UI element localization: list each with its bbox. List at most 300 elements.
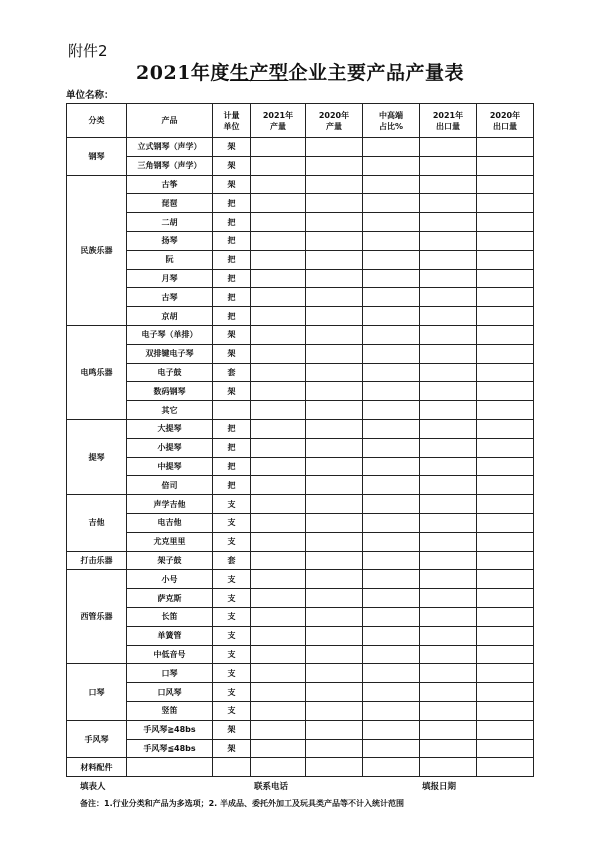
unit-cell: 架 [213, 138, 251, 157]
highend-ratio-input[interactable] [363, 307, 420, 326]
title-rest: 企业主要产品产量表 [288, 62, 464, 84]
product-cell: 京胡 [127, 307, 213, 326]
highend-ratio-input[interactable] [363, 401, 420, 420]
unit-cell: 架 [213, 175, 251, 194]
prod-2020-input[interactable] [306, 438, 363, 457]
date-label: 填报日期 [422, 782, 457, 792]
category-cell: 民族乐器 [67, 175, 127, 325]
export-2021-input[interactable] [420, 683, 477, 702]
unit-cell: 把 [213, 419, 251, 438]
export-2020-input[interactable] [477, 607, 534, 626]
prod-2020-input[interactable] [306, 607, 363, 626]
export-2021-input[interactable] [420, 194, 477, 213]
product-cell: 双排键电子琴 [127, 344, 213, 363]
highend-ratio-input[interactable] [363, 645, 420, 664]
header-export-2021-l1: 2021年 [432, 110, 464, 120]
export-2020-input[interactable] [477, 645, 534, 664]
product-cell: 手风琴≦48bs [127, 739, 213, 758]
product-cell: 小号 [127, 570, 213, 589]
table-row [67, 194, 534, 213]
unit-cell: 支 [213, 645, 251, 664]
export-2020-input[interactable] [477, 570, 534, 589]
prod-2021-input[interactable] [251, 457, 306, 476]
prod-2020-input[interactable] [306, 551, 363, 570]
export-2020-input[interactable] [477, 589, 534, 608]
page-title [0, 58, 600, 85]
export-2020-input[interactable] [477, 175, 534, 194]
unit-cell: 把 [213, 457, 251, 476]
export-2021-input[interactable] [420, 138, 477, 157]
export-2021-input[interactable] [420, 344, 477, 363]
prod-2021-input[interactable] [251, 626, 306, 645]
export-2020-input[interactable] [477, 250, 534, 269]
unit-cell: 支 [213, 701, 251, 720]
export-2021-input[interactable] [420, 250, 477, 269]
prod-2021-input[interactable] [251, 683, 306, 702]
export-2021-input[interactable] [420, 532, 477, 551]
product-cell: 小提琴 [127, 438, 213, 457]
prod-2020-input[interactable] [306, 683, 363, 702]
table-row [67, 720, 534, 739]
highend-ratio-input[interactable] [363, 156, 420, 175]
prod-2021-input[interactable] [251, 156, 306, 175]
product-cell: 阮 [127, 250, 213, 269]
prod-2020-input[interactable] [306, 701, 363, 720]
unit-cell: 把 [213, 476, 251, 495]
title-underlined: 生产型 [229, 62, 289, 84]
attachment-label: 附件2 [68, 42, 108, 60]
unit-cell: 支 [213, 513, 251, 532]
export-2021-input[interactable] [420, 382, 477, 401]
highend-ratio-input[interactable] [363, 589, 420, 608]
prod-2021-input[interactable] [251, 664, 306, 683]
table-row [67, 513, 534, 532]
export-2020-input[interactable] [477, 495, 534, 514]
prod-2021-input[interactable] [251, 231, 306, 250]
export-2020-input[interactable] [477, 758, 534, 777]
unit-cell: 支 [213, 626, 251, 645]
prod-2021-input[interactable] [251, 645, 306, 664]
unit-cell: 把 [213, 250, 251, 269]
unit-cell: 把 [213, 194, 251, 213]
category-cell: 口琴 [67, 664, 127, 720]
table-row [67, 438, 534, 457]
category-cell: 钢琴 [67, 138, 127, 176]
export-2020-input[interactable] [477, 156, 534, 175]
prod-2020-input[interactable] [306, 156, 363, 175]
unit-cell: 把 [213, 438, 251, 457]
table-row [67, 664, 534, 683]
unit-cell: 支 [213, 589, 251, 608]
export-2020-input[interactable] [477, 701, 534, 720]
export-2021-input[interactable] [420, 457, 477, 476]
highend-ratio-input[interactable] [363, 457, 420, 476]
unit-cell: 套 [213, 363, 251, 382]
table-row [67, 363, 534, 382]
header-export-2020-l1: 2020年 [489, 110, 521, 120]
export-2020-input[interactable] [477, 626, 534, 645]
table-row [67, 401, 534, 420]
table-row [67, 325, 534, 344]
table-row [67, 589, 534, 608]
product-cell: 数码钢琴 [127, 382, 213, 401]
prod-2021-input[interactable] [251, 607, 306, 626]
remarks-note: 备注：1.行业分类和产品为多选项；2. 半成品、委托外加工及玩具类产品等不计入统计范围 [80, 799, 404, 808]
product-cell: 倍司 [127, 476, 213, 495]
product-cell: 扬琴 [127, 231, 213, 250]
prod-2021-input[interactable] [251, 720, 306, 739]
prod-2021-input[interactable] [251, 401, 306, 420]
header-prod-2021 [251, 104, 306, 138]
highend-ratio-input[interactable] [363, 570, 420, 589]
product-cell: 立式钢琴（声学） [127, 138, 213, 157]
highend-ratio-input[interactable] [363, 231, 420, 250]
unit-cell: 架 [213, 382, 251, 401]
export-2020-input[interactable] [477, 739, 534, 758]
unit-cell: 支 [213, 607, 251, 626]
unit-cell: 把 [213, 231, 251, 250]
export-2021-input[interactable] [420, 551, 477, 570]
product-cell: 二胡 [127, 213, 213, 232]
prod-2020-input[interactable] [306, 363, 363, 382]
export-2021-input[interactable] [420, 288, 477, 307]
header-highend-l2: 占比% [378, 121, 403, 131]
table-row [67, 701, 534, 720]
export-2020-input[interactable] [477, 138, 534, 157]
header-unit-l2: 单位 [223, 121, 240, 131]
header-unit-l1: 计量 [223, 110, 240, 120]
highend-ratio-input[interactable] [363, 138, 420, 157]
export-2020-input[interactable] [477, 231, 534, 250]
export-2020-input[interactable] [477, 476, 534, 495]
header-export-2021 [420, 104, 477, 138]
table-body [67, 138, 534, 777]
unit-cell: 把 [213, 288, 251, 307]
category-cell: 材料配件 [67, 758, 127, 777]
header-prod-2020 [306, 104, 363, 138]
prod-2021-input[interactable] [251, 758, 306, 777]
export-2021-input[interactable] [420, 607, 477, 626]
prod-2021-input[interactable] [251, 250, 306, 269]
prod-2021-input[interactable] [251, 175, 306, 194]
export-2020-input[interactable] [477, 307, 534, 326]
prod-2021-input[interactable] [251, 551, 306, 570]
highend-ratio-input[interactable] [363, 739, 420, 758]
header-category: 分类 [67, 104, 127, 138]
header-product: 产品 [127, 104, 213, 138]
table-row [67, 495, 534, 514]
prod-2021-input[interactable] [251, 325, 306, 344]
header-prod-2021-l2: 产量 [270, 121, 286, 131]
product-cell: 古琴 [127, 288, 213, 307]
highend-ratio-input[interactable] [363, 438, 420, 457]
product-cell: 口琴 [127, 664, 213, 683]
prod-2021-input[interactable] [251, 363, 306, 382]
export-2021-input[interactable] [420, 438, 477, 457]
category-cell: 手风琴 [67, 720, 127, 758]
prod-2020-input[interactable] [306, 288, 363, 307]
highend-ratio-input[interactable] [363, 758, 420, 777]
product-cell: 其它 [127, 401, 213, 420]
export-2021-input[interactable] [420, 156, 477, 175]
prod-2020-input[interactable] [306, 645, 363, 664]
prod-2020-input[interactable] [306, 664, 363, 683]
unit-cell: 支 [213, 495, 251, 514]
prod-2020-input[interactable] [306, 382, 363, 401]
production-table [66, 103, 534, 777]
table-row [67, 457, 534, 476]
product-cell: 电子琴（单排） [127, 325, 213, 344]
product-cell: 琵琶 [127, 194, 213, 213]
product-cell: 中低音号 [127, 645, 213, 664]
export-2021-input[interactable] [420, 589, 477, 608]
product-cell: 大提琴 [127, 419, 213, 438]
prod-2020-input[interactable] [306, 213, 363, 232]
prod-2020-input[interactable] [306, 476, 363, 495]
unit-cell: 支 [213, 664, 251, 683]
product-cell: 长笛 [127, 607, 213, 626]
export-2020-input[interactable] [477, 683, 534, 702]
export-2020-input[interactable] [477, 344, 534, 363]
table-row [67, 138, 534, 157]
prod-2021-input[interactable] [251, 288, 306, 307]
prod-2020-input[interactable] [306, 419, 363, 438]
highend-ratio-input[interactable] [363, 513, 420, 532]
prod-2021-input[interactable] [251, 701, 306, 720]
export-2021-input[interactable] [420, 213, 477, 232]
table-row [67, 250, 534, 269]
prod-2020-input[interactable] [306, 758, 363, 777]
export-2021-input[interactable] [420, 701, 477, 720]
export-2021-input[interactable] [420, 720, 477, 739]
prod-2021-input[interactable] [251, 269, 306, 288]
export-2021-input[interactable] [420, 570, 477, 589]
table-row [67, 175, 534, 194]
export-2020-input[interactable] [477, 513, 534, 532]
unit-cell: 套 [213, 551, 251, 570]
prod-2021-input[interactable] [251, 344, 306, 363]
prod-2021-input[interactable] [251, 438, 306, 457]
prod-2021-input[interactable] [251, 532, 306, 551]
unit-cell: 支 [213, 532, 251, 551]
highend-ratio-input[interactable] [363, 532, 420, 551]
prod-2020-input[interactable] [306, 269, 363, 288]
product-cell: 手风琴≧48bs [127, 720, 213, 739]
table-row [67, 532, 534, 551]
phone-label: 联系电话 [254, 782, 289, 792]
export-2020-input[interactable] [477, 382, 534, 401]
export-2020-input[interactable] [477, 551, 534, 570]
header-unit [213, 104, 251, 138]
export-2021-input[interactable] [420, 363, 477, 382]
table-row [67, 626, 534, 645]
export-2020-input[interactable] [477, 325, 534, 344]
highend-ratio-input[interactable] [363, 683, 420, 702]
category-cell: 吉他 [67, 495, 127, 551]
highend-ratio-input[interactable] [363, 344, 420, 363]
prod-2020-input[interactable] [306, 626, 363, 645]
prod-2020-input[interactable] [306, 250, 363, 269]
product-cell: 电吉他 [127, 513, 213, 532]
prod-2020-input[interactable] [306, 589, 363, 608]
prod-2020-input[interactable] [306, 532, 363, 551]
prod-2021-input[interactable] [251, 739, 306, 758]
prod-2020-input[interactable] [306, 401, 363, 420]
prod-2021-input[interactable] [251, 589, 306, 608]
product-cell: 竖笛 [127, 701, 213, 720]
export-2021-input[interactable] [420, 419, 477, 438]
highend-ratio-input[interactable] [363, 325, 420, 344]
prod-2021-input[interactable] [251, 570, 306, 589]
unit-cell: 把 [213, 269, 251, 288]
table-row [67, 758, 534, 777]
prod-2021-input[interactable] [251, 213, 306, 232]
export-2021-input[interactable] [420, 401, 477, 420]
highend-ratio-input[interactable] [363, 382, 420, 401]
table-row [67, 344, 534, 363]
table-row [67, 382, 534, 401]
product-cell: 声学吉他 [127, 495, 213, 514]
export-2020-input[interactable] [477, 401, 534, 420]
unit-cell: 支 [213, 570, 251, 589]
export-2021-input[interactable] [420, 307, 477, 326]
export-2020-input[interactable] [477, 532, 534, 551]
export-2021-input[interactable] [420, 645, 477, 664]
header-export-2021-l2: 出口量 [436, 121, 460, 131]
product-cell: 电子鼓 [127, 363, 213, 382]
highend-ratio-input[interactable] [363, 194, 420, 213]
table-row [67, 683, 534, 702]
export-2021-input[interactable] [420, 495, 477, 514]
export-2021-input[interactable] [420, 325, 477, 344]
export-2020-input[interactable] [477, 720, 534, 739]
unit-cell: 架 [213, 156, 251, 175]
prod-2020-input[interactable] [306, 457, 363, 476]
prod-2021-input[interactable] [251, 138, 306, 157]
table-row [67, 570, 534, 589]
export-2020-input[interactable] [477, 288, 534, 307]
highend-ratio-input[interactable] [363, 626, 420, 645]
export-2021-input[interactable] [420, 664, 477, 683]
table-row [67, 645, 534, 664]
table-row [67, 269, 534, 288]
export-2020-input[interactable] [477, 269, 534, 288]
table-row [67, 551, 534, 570]
table-row [67, 288, 534, 307]
header-prod-2020-l2: 产量 [326, 121, 342, 131]
prod-2020-input[interactable] [306, 307, 363, 326]
product-cell [127, 758, 213, 777]
prod-2020-input[interactable] [306, 138, 363, 157]
unit-cell: 把 [213, 307, 251, 326]
prod-2020-input[interactable] [306, 495, 363, 514]
product-cell: 单簧管 [127, 626, 213, 645]
export-2020-input[interactable] [477, 419, 534, 438]
category-cell: 电鸣乐器 [67, 325, 127, 419]
prod-2020-input[interactable] [306, 175, 363, 194]
highend-ratio-input[interactable] [363, 269, 420, 288]
prod-2021-input[interactable] [251, 476, 306, 495]
highend-ratio-input[interactable] [363, 250, 420, 269]
highend-ratio-input[interactable] [363, 419, 420, 438]
product-cell: 尤克里里 [127, 532, 213, 551]
export-2021-input[interactable] [420, 269, 477, 288]
header-prod-2020-l1: 2020年 [318, 110, 350, 120]
prod-2021-input[interactable] [251, 513, 306, 532]
table-row [67, 476, 534, 495]
highend-ratio-input[interactable] [363, 664, 420, 683]
header-row [67, 104, 534, 138]
highend-ratio-input[interactable] [363, 551, 420, 570]
highend-ratio-input[interactable] [363, 363, 420, 382]
prod-2020-input[interactable] [306, 570, 363, 589]
unit-cell [213, 401, 251, 420]
category-cell: 打击乐器 [67, 551, 127, 570]
prod-2020-input[interactable] [306, 513, 363, 532]
export-2021-input[interactable] [420, 231, 477, 250]
highend-ratio-input[interactable] [363, 607, 420, 626]
export-2021-input[interactable] [420, 626, 477, 645]
prod-2021-input[interactable] [251, 495, 306, 514]
prod-2020-input[interactable] [306, 231, 363, 250]
export-2021-input[interactable] [420, 739, 477, 758]
unit-cell: 支 [213, 683, 251, 702]
highend-ratio-input[interactable] [363, 720, 420, 739]
unit-cell: 把 [213, 213, 251, 232]
export-2020-input[interactable] [477, 664, 534, 683]
category-cell: 西管乐器 [67, 570, 127, 664]
export-2020-input[interactable] [477, 194, 534, 213]
unit-name-label: 单位名称： [66, 90, 114, 101]
export-2021-input[interactable] [420, 513, 477, 532]
header-highend-l1: 中高端 [379, 110, 403, 120]
export-2020-input[interactable] [477, 213, 534, 232]
table-row [67, 739, 534, 758]
prod-2020-input[interactable] [306, 720, 363, 739]
product-cell: 三角钢琴（声学） [127, 156, 213, 175]
product-cell: 中提琴 [127, 457, 213, 476]
export-2020-input[interactable] [477, 363, 534, 382]
table-row [67, 419, 534, 438]
prod-2020-input[interactable] [306, 325, 363, 344]
product-cell: 架子鼓 [127, 551, 213, 570]
export-2021-input[interactable] [420, 758, 477, 777]
product-cell: 月琴 [127, 269, 213, 288]
highend-ratio-input[interactable] [363, 701, 420, 720]
prod-2021-input[interactable] [251, 382, 306, 401]
export-2020-input[interactable] [477, 438, 534, 457]
export-2021-input[interactable] [420, 175, 477, 194]
table-row [67, 213, 534, 232]
prod-2021-input[interactable] [251, 419, 306, 438]
prod-2020-input[interactable] [306, 194, 363, 213]
highend-ratio-input[interactable] [363, 288, 420, 307]
prod-2020-input[interactable] [306, 344, 363, 363]
product-cell: 口风琴 [127, 683, 213, 702]
table-row [67, 231, 534, 250]
highend-ratio-input[interactable] [363, 213, 420, 232]
prod-2021-input[interactable] [251, 194, 306, 213]
export-2020-input[interactable] [477, 457, 534, 476]
export-2021-input[interactable] [420, 476, 477, 495]
unit-cell: 架 [213, 325, 251, 344]
prod-2020-input[interactable] [306, 739, 363, 758]
prod-2021-input[interactable] [251, 307, 306, 326]
highend-ratio-input[interactable] [363, 495, 420, 514]
highend-ratio-input[interactable] [363, 476, 420, 495]
table-row [67, 607, 534, 626]
highend-ratio-input[interactable] [363, 175, 420, 194]
